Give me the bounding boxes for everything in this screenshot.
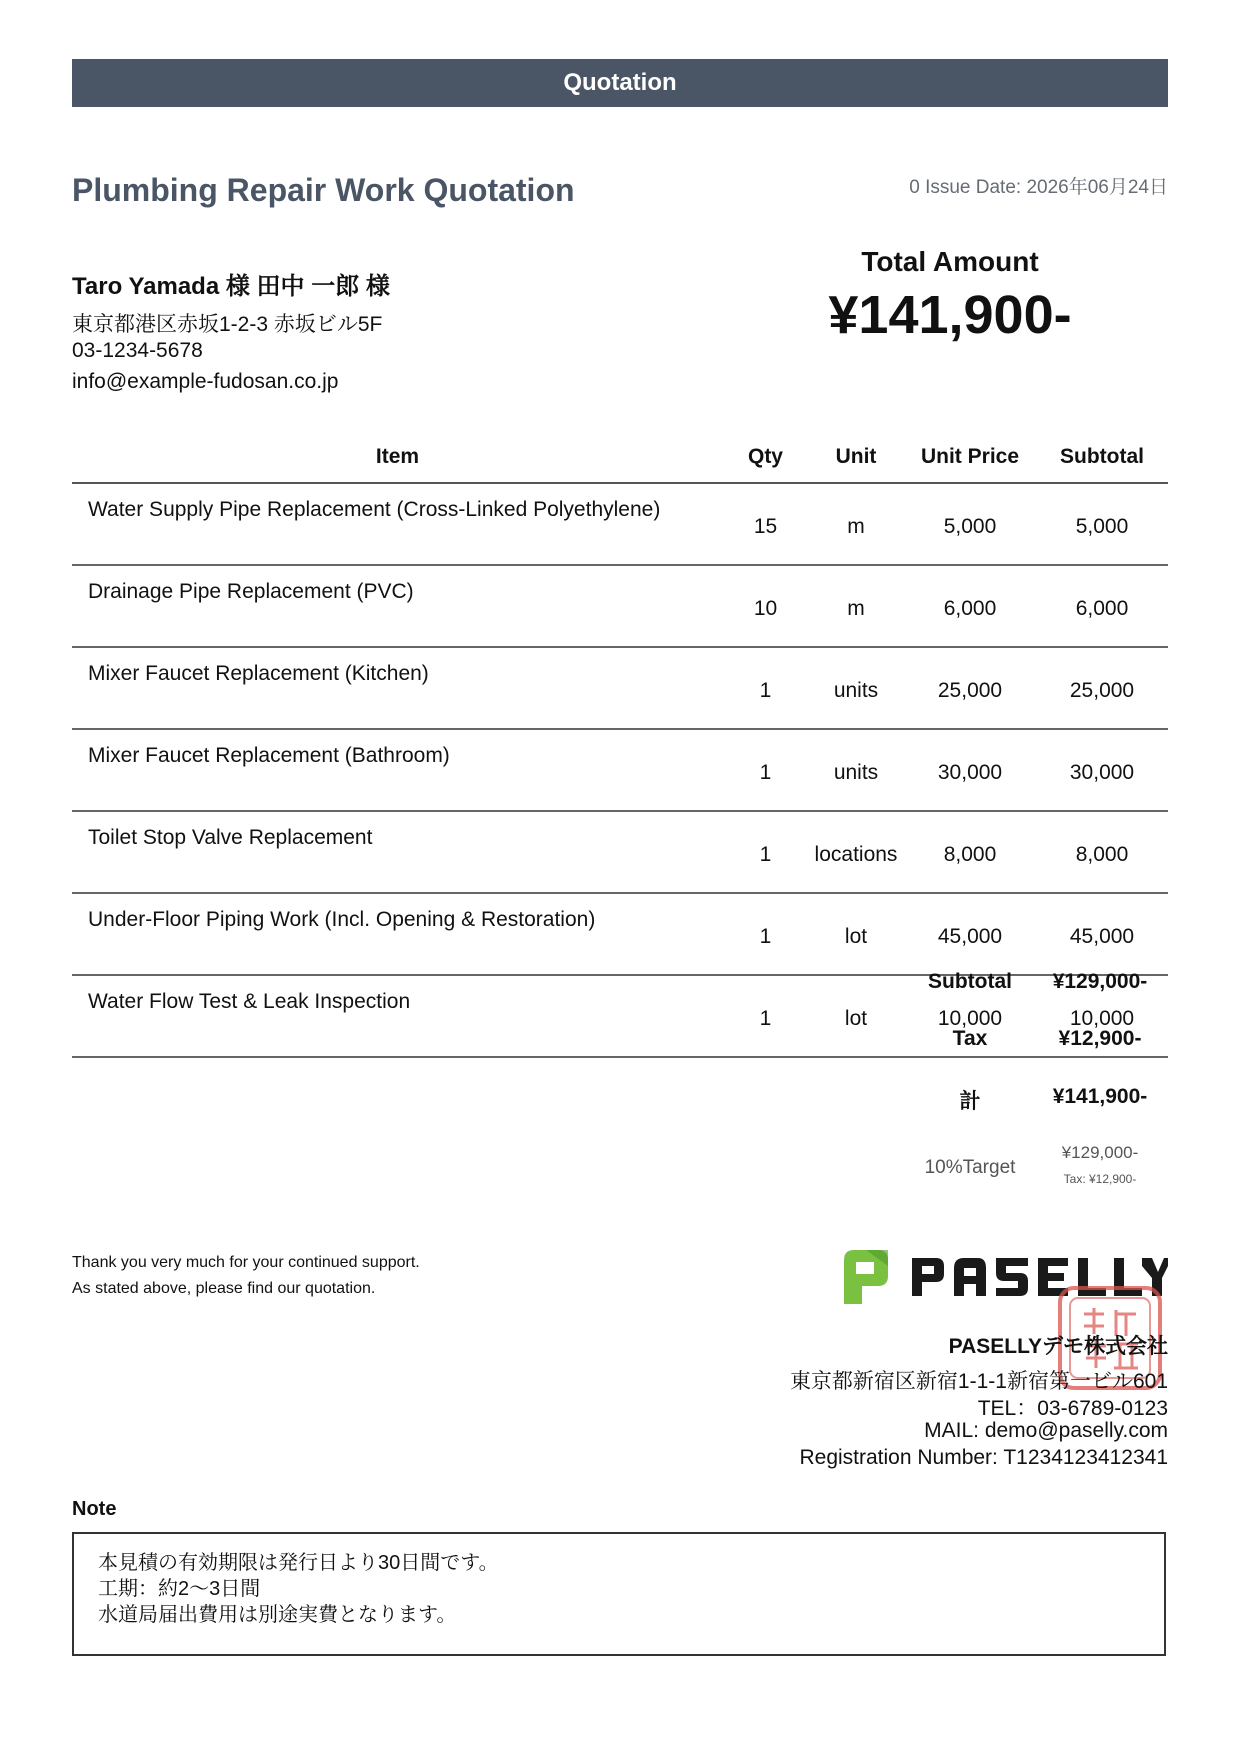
item-unit: lot <box>808 975 904 1057</box>
table-row <box>72 729 1168 811</box>
document-type-label: Quotation <box>563 69 677 96</box>
summary-tax-value: ¥12,900- <box>1058 1027 1142 1050</box>
company-address: 東京都新宿区新宿1-1-1新宿第一ビル601 <box>789 1370 1168 1393</box>
column-header-unit-price: Unit Price <box>904 432 1036 483</box>
item-subtotal: 6,000 <box>1036 565 1168 647</box>
document-title: Plumbing Repair Work Quotation <box>72 172 575 208</box>
thanks-message-line: Thank you very much for your continued support. <box>72 1254 420 1271</box>
client-name: Taro Yamada 様 田中 一郎 様 <box>72 273 390 300</box>
table-header-row <box>72 432 1168 483</box>
item-subtotal: 25,000 <box>1036 647 1168 729</box>
client-email: info@example-fudosan.co.jp <box>72 370 339 393</box>
item-unit-price: 30,000 <box>904 729 1036 811</box>
item-qty: 15 <box>723 483 808 565</box>
column-header-qty: Qty <box>723 432 808 483</box>
note-box <box>72 1532 1166 1656</box>
item-description: Water Flow Test & Leak Inspection <box>72 975 723 1057</box>
item-description: Mixer Faucet Replacement (Kitchen) <box>72 647 723 729</box>
item-qty: 1 <box>723 975 808 1057</box>
item-qty: 1 <box>723 893 808 975</box>
item-description: Under-Floor Piping Work (Incl. Opening & Restoration) <box>72 893 723 975</box>
item-description: Mixer Faucet Replacement (Bathroom) <box>72 729 723 811</box>
summary-subtotal-value: ¥129,000- <box>1052 970 1148 993</box>
table-row <box>72 483 1168 565</box>
item-unit-price: 8,000 <box>904 811 1036 893</box>
client-address: 東京都港区赤坂1-2-3 赤坂ビル5F <box>72 313 383 336</box>
tax-target-tax: Tax: ¥12,900- <box>1063 1172 1137 1186</box>
summary-total-value: ¥141,900- <box>1052 1085 1148 1108</box>
total-amount-label: Total Amount <box>861 246 1039 277</box>
item-unit: m <box>808 483 904 565</box>
item-description: Drainage Pipe Replacement (PVC) <box>72 565 723 647</box>
item-unit-price: 45,000 <box>904 893 1036 975</box>
item-unit-price: 25,000 <box>904 647 1036 729</box>
item-qty: 1 <box>723 811 808 893</box>
item-subtotal: 30,000 <box>1036 729 1168 811</box>
company-mail: MAIL: demo@paselly.com <box>924 1419 1168 1442</box>
item-unit-price: 6,000 <box>904 565 1036 647</box>
item-qty: 1 <box>723 729 808 811</box>
item-unit-price: 5,000 <box>904 483 1036 565</box>
table-row <box>72 811 1168 893</box>
item-qty: 10 <box>723 565 808 647</box>
document-header-bar <box>72 59 1168 107</box>
column-header-subtotal: Subtotal <box>1036 432 1168 483</box>
item-subtotal: 45,000 <box>1036 893 1168 975</box>
summary-subtotal-label: Subtotal <box>928 970 1012 993</box>
item-subtotal: 8,000 <box>1036 811 1168 893</box>
column-header-item: Item <box>72 432 723 483</box>
note-line: 本見積の有効期限は発行日より30日間です。 <box>98 1552 499 1574</box>
item-qty: 1 <box>723 647 808 729</box>
tax-target-amount: ¥129,000- <box>1061 1143 1139 1162</box>
note-title: Note <box>72 1498 117 1520</box>
issue-date: 0 Issue Date: 2026年06月24日 <box>909 177 1168 198</box>
company-name: PASELLYデモ株式会社 <box>948 1335 1168 1358</box>
item-unit: m <box>808 565 904 647</box>
item-description: Water Supply Pipe Replacement (Cross-Linked Polyethylene) <box>72 483 723 565</box>
company-tel: TEL：03-6789-0123 <box>977 1397 1168 1420</box>
tax-target-label: 10%Target <box>924 1157 1016 1178</box>
item-unit-price: 10,000 <box>904 975 1036 1057</box>
note-line: 水道局届出費用は別途実費となります。 <box>98 1604 457 1626</box>
item-subtotal: 10,000 <box>1036 975 1168 1057</box>
summary-tax-label: Tax <box>952 1027 988 1050</box>
line-items-table <box>72 432 1168 1058</box>
item-unit: units <box>808 647 904 729</box>
item-unit: units <box>808 729 904 811</box>
paselly-logo-mark-icon <box>844 1250 888 1304</box>
client-phone: 03-1234-5678 <box>72 339 203 362</box>
company-registration-number: Registration Number: T1234123412341 <box>799 1446 1168 1469</box>
summary-total-label: 計 <box>959 1090 981 1113</box>
total-amount-value: ¥141,900- <box>828 285 1072 345</box>
item-unit: locations <box>808 811 904 893</box>
item-subtotal: 5,000 <box>1036 483 1168 565</box>
table-row <box>72 893 1168 975</box>
item-unit: lot <box>808 893 904 975</box>
note-line: 工期：約2〜3日間 <box>98 1578 261 1600</box>
column-header-unit: Unit <box>808 432 904 483</box>
table-row <box>72 565 1168 647</box>
item-description: Toilet Stop Valve Replacement <box>72 811 723 893</box>
table-row <box>72 647 1168 729</box>
thanks-message-line: As stated above, please find our quotation. <box>72 1280 376 1297</box>
